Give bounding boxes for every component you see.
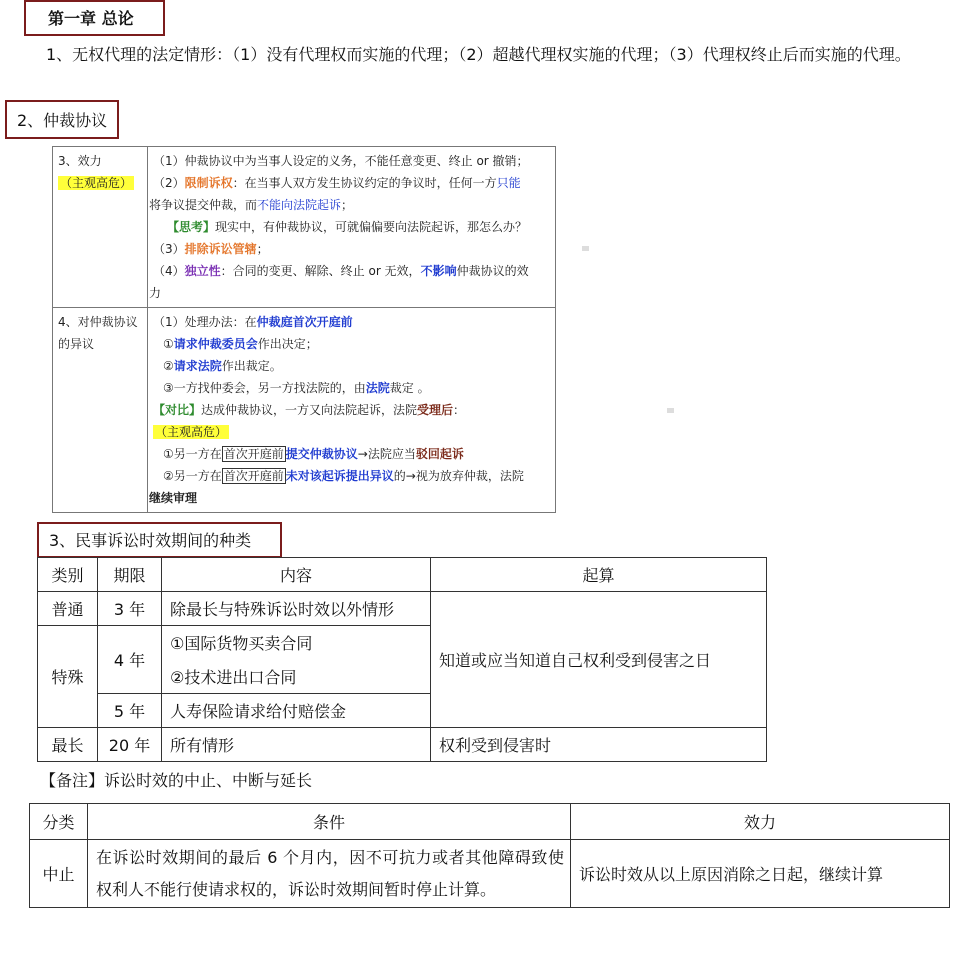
objection-line-5: 【对比】达成仲裁协议，一方又向法院起诉，法院受理后： bbox=[153, 403, 466, 417]
effect-label: 3、效力 bbox=[58, 154, 102, 168]
objection-label-cell bbox=[53, 308, 148, 513]
objection-line-2: ①请求仲裁委员会作出决定； bbox=[163, 337, 318, 351]
table-header: 内容 bbox=[162, 558, 431, 592]
table-row: 最长 20 年 所有情形 权利受到侵害时 bbox=[38, 728, 767, 762]
objection-line-3: ②请求法院作出裁定。 bbox=[163, 359, 282, 373]
suspension-table bbox=[29, 803, 950, 908]
table-header: 条件 bbox=[88, 804, 571, 840]
objection-line-8: ②另一方在 首次开庭前 未对该起诉提出异议的→视为放弃仲裁，法院 bbox=[163, 469, 524, 483]
effect-line-6: （4）独立性：合同的变更、解除、终止 or 无效，不影响仲裁协议的效 bbox=[153, 264, 529, 278]
section2-title: 2、仲裁协议 bbox=[5, 100, 119, 139]
table-header: 分类 bbox=[30, 804, 88, 840]
table-row: 普通 3 年 除最长与特殊诉讼时效以外情形 知道或应当知道自己权利受到侵害之日 bbox=[38, 592, 767, 626]
objection-line-7: ①另一方在 首次开庭前 提交仲裁协议→法院应当驳回起诉 bbox=[163, 447, 464, 461]
objection-line-1: （1）处理办法：在仲裁庭首次开庭前 bbox=[153, 315, 353, 329]
table-row: ②技术进出口合同 bbox=[38, 660, 767, 694]
scan-dot bbox=[667, 408, 674, 413]
objection-line-6 bbox=[153, 421, 550, 443]
objection-content-cell bbox=[148, 308, 556, 513]
effect-line-3: 将争议提交仲裁，而不能向法院起诉； bbox=[149, 198, 354, 212]
table-header: 期限 bbox=[98, 558, 162, 592]
effect-badge: （主观高危） bbox=[60, 176, 133, 190]
table-row: 中止 在诉讼时效期间的最后 6 个月内，因不可抗力或者其他障碍致使权利人不能行使请求权的，诉讼时效期间暂时停止计算。 诉讼时效从以上原因消除之日起，继续计算 bbox=[30, 840, 950, 908]
effect-content-cell bbox=[148, 147, 556, 308]
table-header: 效力 bbox=[571, 804, 950, 840]
objection-badge: （主观高危） bbox=[155, 425, 228, 439]
effect-label-cell bbox=[53, 147, 148, 308]
arbitration-objection-table bbox=[52, 307, 556, 513]
objection-line-4: ③一方找仲委会，另一方找法院的，由法院裁定 。 bbox=[163, 381, 430, 395]
effect-line-4: 【思考】现实中，有仲裁协议，可就偏偏要向法院起诉，那怎么办？ bbox=[167, 220, 528, 234]
objection-label: 4、对仲裁协议的异议 bbox=[58, 315, 138, 351]
table-row: 特殊 4 年 ①国际货物买卖合同 bbox=[38, 626, 767, 660]
table-header: 类别 bbox=[38, 558, 98, 592]
effect-line-5: （3）排除诉讼管辖； bbox=[153, 242, 269, 256]
table-header: 起算 bbox=[431, 558, 767, 592]
limitation-period-table bbox=[37, 557, 767, 762]
effect-line-2: （2）限制诉权：在当事人双方发生协议约定的争议时，任何一方只能 bbox=[153, 176, 521, 190]
arbitration-effect-table bbox=[52, 146, 556, 308]
section3-title: 3、民事诉讼时效期间的种类 bbox=[37, 522, 282, 558]
effect-line-1: （1）仲裁协议中为当事人设定的义务，不能任意变更、终止 or 撤销； bbox=[153, 154, 529, 168]
table-row: 5 年 人寿保险请求给付赔偿金 bbox=[38, 694, 767, 728]
objection-line-9: 继续审理 bbox=[149, 491, 198, 505]
chapter-title: 第一章 总论 bbox=[24, 0, 165, 36]
effect-line-7: 力 bbox=[149, 286, 162, 300]
scan-dot bbox=[582, 246, 589, 251]
section1-paragraph: 1、无权代理的法定情形：（1）没有代理权而实施的代理；（2）超越代理权实施的代理；（3）代理权终止后而实施的代理。 bbox=[46, 45, 911, 64]
note-text: 【备注】诉讼时效的中止、中断与延长 bbox=[40, 771, 313, 790]
shared-start-cell: 知道或应当知道自己权利受到侵害之日 bbox=[431, 592, 767, 728]
